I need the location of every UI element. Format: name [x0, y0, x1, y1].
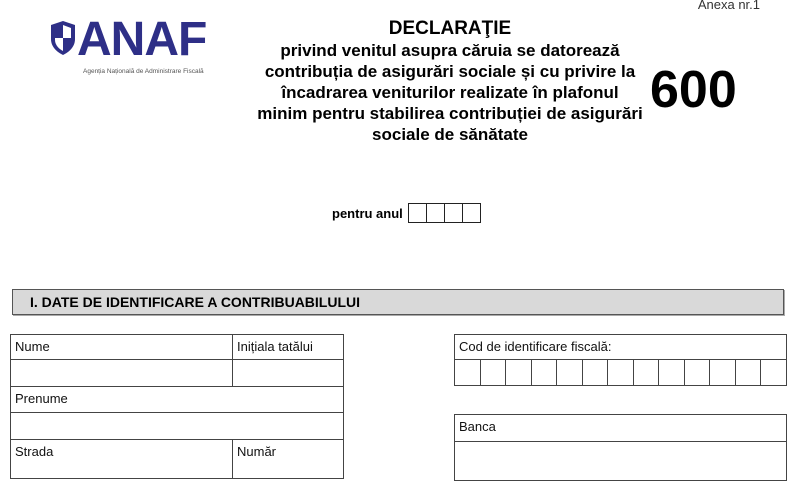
nume-label: Nume — [10, 334, 233, 360]
banca-label: Banca — [454, 414, 787, 442]
year-digit-box[interactable] — [463, 204, 480, 222]
year-digit-box[interactable] — [427, 204, 445, 222]
cif-digit-box[interactable] — [532, 359, 558, 385]
cif-digit-box[interactable] — [481, 359, 507, 385]
cif-input-boxes[interactable] — [454, 359, 787, 386]
cif-label: Cod de identificare fiscală: — [454, 334, 787, 360]
subtitle-line: încadrarea veniturilor realizate în plafonul — [281, 83, 619, 102]
year-input-boxes[interactable] — [408, 203, 481, 223]
subtitle-line: sociale de sănătate — [372, 125, 528, 144]
shield-icon — [50, 20, 76, 56]
numar-label: Număr — [232, 439, 344, 479]
cif-digit-box[interactable] — [736, 359, 762, 385]
logo-wordmark: ANAF — [77, 13, 207, 66]
document-title — [230, 18, 670, 145]
initiala-label: Inițiala tatălui — [232, 334, 344, 360]
form-number: 600 — [650, 61, 737, 119]
year-label: pentru anul — [332, 205, 403, 221]
initiala-input[interactable] — [232, 359, 344, 387]
section-header-identification — [12, 289, 784, 315]
cif-digit-box[interactable] — [634, 359, 660, 385]
cif-digit-box[interactable] — [583, 359, 609, 385]
subtitle-line: contribuția de asigurări sociale și cu privire la — [264, 62, 636, 81]
cif-digit-box[interactable] — [761, 359, 786, 385]
strada-label: Strada — [10, 439, 233, 479]
annex-label: Anexa nr.1 — [697, 0, 760, 12]
cif-digit-box[interactable] — [685, 359, 711, 385]
cif-digit-box[interactable] — [455, 359, 481, 385]
logo-subtitle: Agenția Națională de Administrare Fiscală — [83, 68, 204, 75]
subtitle-line: privind venitul asupra căruia se datorează — [280, 41, 620, 60]
cif-digit-box[interactable] — [506, 359, 532, 385]
anaf-logo — [50, 13, 230, 78]
cif-digit-box[interactable] — [659, 359, 685, 385]
cif-digit-box[interactable] — [608, 359, 634, 385]
title-main: DECLARAŢIE — [388, 18, 512, 39]
banca-input[interactable] — [454, 441, 787, 481]
cif-digit-box[interactable] — [710, 359, 736, 385]
cif-digit-box[interactable] — [557, 359, 583, 385]
year-digit-box[interactable] — [445, 204, 463, 222]
prenume-label: Prenume — [10, 386, 344, 413]
subtitle-line: minim pentru stabilirea contribuției de asigurări — [257, 104, 643, 123]
year-digit-box[interactable] — [409, 204, 427, 222]
section-title: I. DATE DE IDENTIFICARE A CONTRIBUABILULUI — [30, 294, 361, 310]
prenume-input[interactable] — [10, 412, 344, 440]
nume-input[interactable] — [10, 359, 233, 387]
year-field — [332, 203, 481, 223]
